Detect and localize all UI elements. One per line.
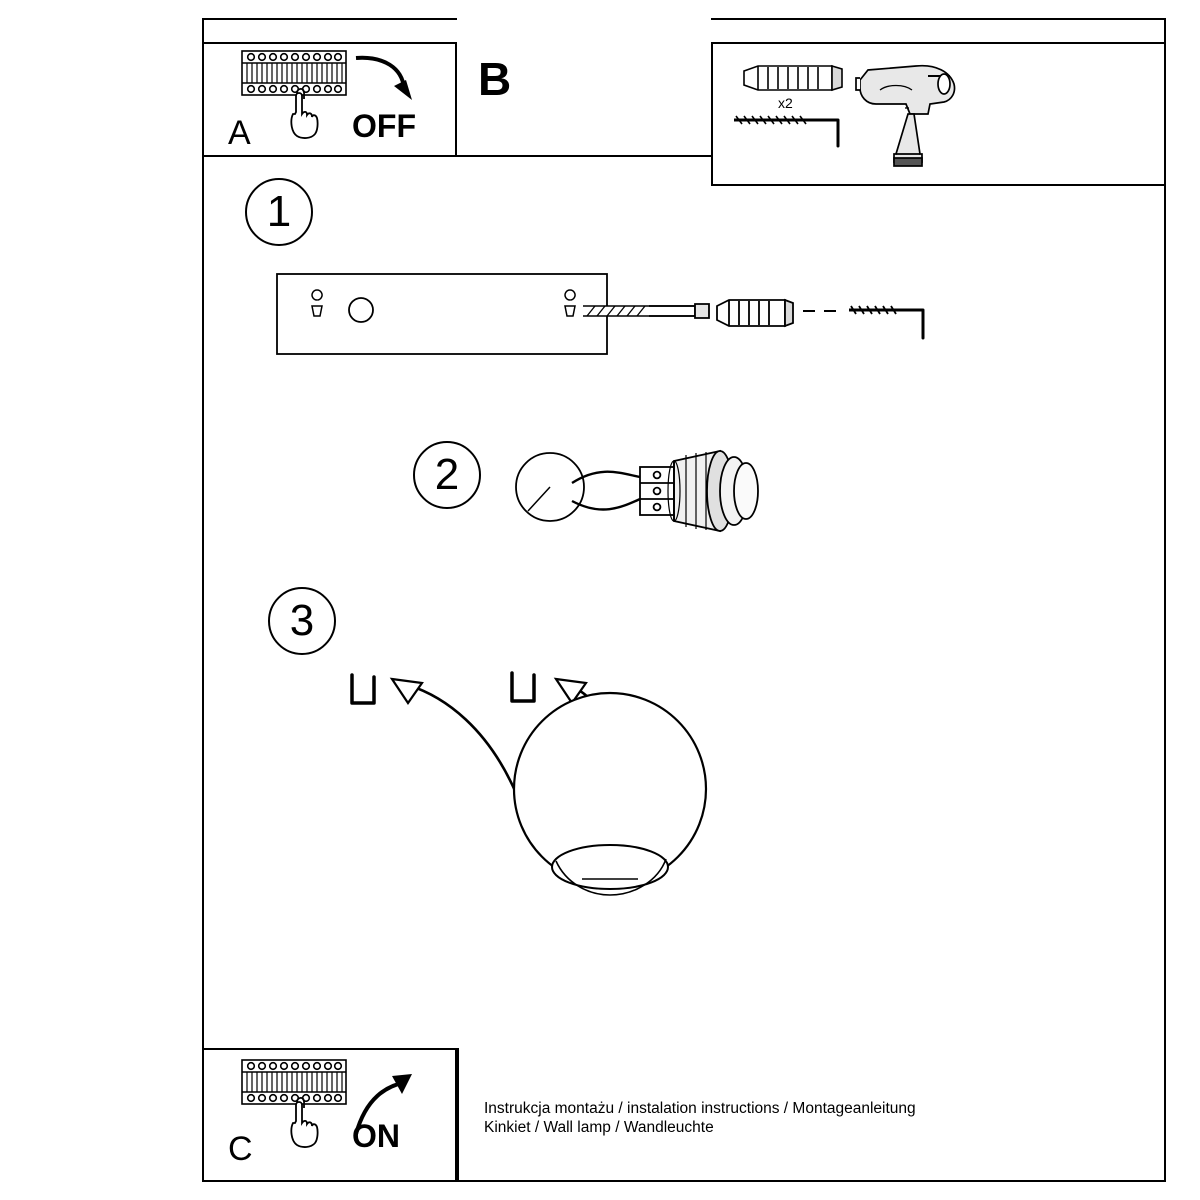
curved-arrow-up-icon — [348, 1072, 418, 1144]
power-drill-icon — [850, 50, 970, 168]
step-b-letter: B — [478, 53, 512, 105]
step-c-divider — [457, 1048, 459, 1182]
step-2-badge: 2 — [413, 441, 481, 509]
step-1-badge: 1 — [245, 178, 313, 246]
lamp-socket-wiring-icon — [510, 425, 810, 555]
globe-shade-mounting-icon — [330, 655, 730, 975]
step-a-action-label: OFF — [352, 108, 416, 144]
screw-hook-icon — [728, 108, 858, 163]
step-3-badge: 3 — [268, 587, 336, 655]
step-c-action-label: ON — [352, 1118, 400, 1154]
step-a-letter: A — [228, 114, 251, 152]
wall-plug-icon — [738, 58, 858, 98]
tool-quantity-label: x2 — [778, 95, 793, 111]
wall-plate-drilling-icon — [265, 260, 945, 380]
curved-arrow-down-icon — [350, 50, 420, 110]
terminal-block-with-hand-icon — [238, 46, 358, 146]
footer-line-1: Instrukcja montażu / instalation instructions / Montageanleitung — [484, 1100, 916, 1117]
sheet-border — [202, 18, 1166, 1182]
step-c-letter: C — [228, 1130, 253, 1168]
footer-line-2: Kinkiet / Wall lamp / Wandleuchte — [484, 1119, 714, 1136]
terminal-block-with-hand-icon — [238, 1055, 358, 1155]
